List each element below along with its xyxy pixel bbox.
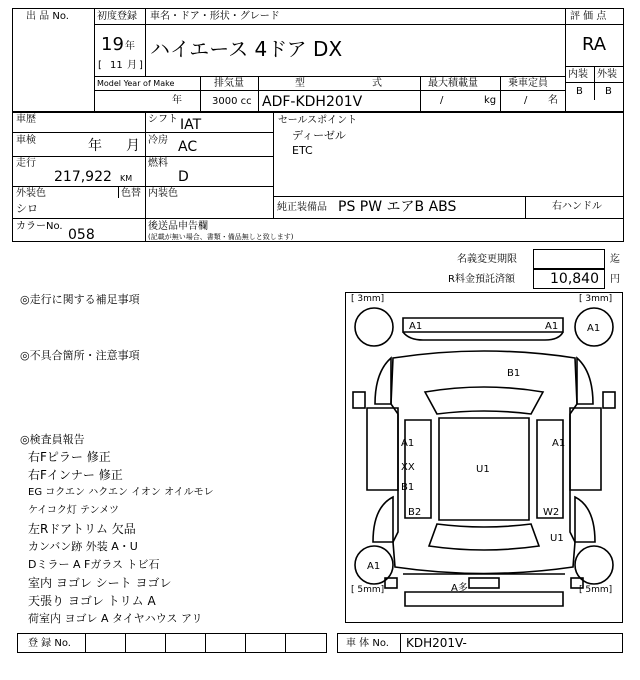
inspector-item: EG コクエン ハクエン イオン オイルモレ [28, 487, 214, 498]
inspector-item: 荷室内 ヨゴレ A タイヤハウス アリ [28, 612, 203, 625]
name-change-label: 名義変更期限 [457, 254, 517, 265]
name-label: 車名・ドア・形状・グレード [150, 11, 280, 22]
mark-hood: B1 [507, 368, 521, 379]
inspector-item: ケイコク灯 テンメツ [28, 505, 119, 516]
name-change-unit: 迄 [610, 254, 620, 265]
mark-front-wheel-right: A1 [587, 323, 601, 334]
capacity-label: 乗車定員 [508, 78, 548, 89]
exterior-label: 外装 [597, 69, 617, 80]
name-change-box [533, 249, 605, 269]
recycle-label: R料金預託済額 [448, 274, 515, 285]
sales-point-label: セールスポイント [278, 115, 358, 126]
mileage-label: 走行 [16, 158, 36, 169]
inspector-item: Dミラー A Fガラス トビ石 [28, 558, 160, 571]
history-label: 車歴 [16, 114, 36, 125]
shift-value: IAT [180, 117, 202, 133]
left-front-door [367, 408, 398, 490]
interior-label: 内装 [568, 69, 588, 80]
rear-bumper [405, 592, 563, 606]
mark-front-bumper-right: A1 [545, 321, 559, 332]
model-label-2: 式 [372, 78, 382, 89]
mark-left-rear: B2 [408, 507, 422, 518]
tread-front-left: [ 3mm] [351, 294, 385, 304]
inspector-item: 右Fインナー 修正 [28, 468, 123, 482]
tire-front-left [355, 308, 393, 346]
inspector-item: 右Fピラー 修正 [28, 450, 111, 464]
mark-left-panel-2: B1 [401, 482, 415, 493]
mark-right-rear-2: U1 [550, 533, 564, 544]
docs-label: 後送品申告欄 [148, 221, 208, 232]
reg-year: 19 [101, 34, 124, 55]
mark-roof: U1 [476, 464, 490, 475]
inspection-year-unit: 年 [88, 138, 102, 154]
mark-rear-bumper: A多 [451, 583, 468, 594]
inspector-item: 天張り ヨゴレ トリム A [28, 594, 156, 608]
defects-label: ◎不具合箇所・注意事項 [20, 349, 140, 362]
displacement-value: 3000 cc [212, 96, 252, 107]
reg-year-unit: 年 [125, 41, 135, 52]
first-reg-label: 初度登録 [97, 11, 137, 22]
windshield [425, 387, 543, 414]
equipment-value: PS PW エアB ABS [338, 199, 457, 215]
reg-month-open: [ [98, 60, 102, 71]
inspector-list [28, 448, 328, 628]
tread-rear-right: [ 5mm] [579, 585, 613, 595]
mark-front-bumper-left: A1 [409, 321, 423, 332]
sales-point-1: ディーゼル [292, 129, 346, 142]
front-bumper [403, 318, 563, 332]
license-plate [469, 578, 499, 588]
displacement-label: 排気量 [214, 78, 244, 89]
max-load-slash: / [440, 95, 444, 106]
reg-month-unit: 月 [127, 60, 137, 71]
tread-front-right: [ 3mm] [579, 294, 613, 304]
color-change-label: 色替 [121, 188, 141, 199]
reg-month: 11 [110, 60, 123, 71]
right-rear-fender [575, 497, 595, 542]
right-front-fender [577, 358, 593, 404]
max-load-label: 最大積載量 [428, 78, 478, 89]
model-label: 型 [295, 78, 305, 89]
inspector-item: カンバン跡 外装 A・U [28, 540, 138, 553]
lot-no-label: 出 品 No. [26, 11, 69, 22]
inspection-month-unit: 月 [126, 138, 140, 154]
mark-right-front-door: A1 [552, 438, 566, 449]
max-load-unit: kg [484, 95, 497, 106]
reg-no-label: 登 録 No. [28, 638, 71, 649]
tread-rear-left: [ 5mm] [351, 585, 385, 595]
mark-left-panel-1: XX [401, 462, 415, 473]
shift-label: シフト [148, 114, 178, 125]
left-mirror [353, 392, 365, 408]
ac-label: 冷房 [148, 135, 168, 146]
inspector-item: 室内 ヨゴレ シート ヨゴレ [28, 576, 172, 590]
mileage-value: 217,922 [54, 169, 112, 185]
inspector-item: 左Rドアトリム 欠品 [28, 522, 136, 536]
reg-month-close: ] [139, 60, 143, 71]
capacity-unit: 名 [548, 95, 558, 106]
fuel-value: D [178, 169, 189, 185]
color-no-label: カラーNo. [16, 221, 63, 232]
inspector-label: ◎検査員報告 [20, 433, 85, 446]
model-year-unit: 年 [172, 95, 182, 106]
fuel-label: 燃料 [148, 158, 168, 169]
sales-point-2: ETC [292, 144, 313, 157]
left-front-fender [375, 358, 391, 404]
interior-score: B [576, 86, 583, 97]
chassis-no: KDH201V- [406, 636, 467, 650]
rear-window [429, 524, 539, 550]
mileage-unit: KM [120, 174, 133, 183]
recycle-unit: 円 [610, 274, 620, 285]
driving-notes-label: ◎走行に関する補足事項 [20, 293, 140, 306]
inspection-label: 車検 [16, 135, 36, 146]
capacity-slash: / [524, 95, 528, 106]
model-year-label: Model Year of Make [97, 79, 175, 88]
right-mirror [603, 392, 615, 408]
car-name: ハイエース 4ドア DX [150, 37, 343, 61]
equipment-label: 純正装備品 [277, 202, 327, 213]
car-diagram [345, 292, 623, 623]
int-color-label: 内装色 [148, 188, 178, 199]
ac-value: AC [178, 139, 198, 155]
grade-label: 評 価 点 [570, 11, 607, 22]
left-rear-fender [373, 497, 393, 542]
right-side-window [537, 420, 566, 518]
mark-rear-wheel-left: A1 [367, 561, 381, 572]
mark-left-front-door: A1 [401, 438, 415, 449]
overall-score: RA [582, 34, 607, 55]
ext-color-value: シロ [16, 202, 38, 215]
recycle-value: 10,840 [550, 271, 599, 287]
color-no-value: 058 [68, 227, 95, 243]
handle-value: 右ハンドル [552, 201, 602, 212]
docs-note: (記載が無い場合、書類・備品無しと致します) [148, 233, 294, 241]
right-front-door [570, 408, 601, 490]
chassis-label: 車 体 No. [346, 638, 389, 649]
model-code: ADF-KDH201V [262, 94, 363, 110]
mark-right-rear-1: W2 [543, 507, 560, 518]
ext-color-label: 外装色 [16, 188, 46, 199]
exterior-score: B [605, 86, 612, 97]
